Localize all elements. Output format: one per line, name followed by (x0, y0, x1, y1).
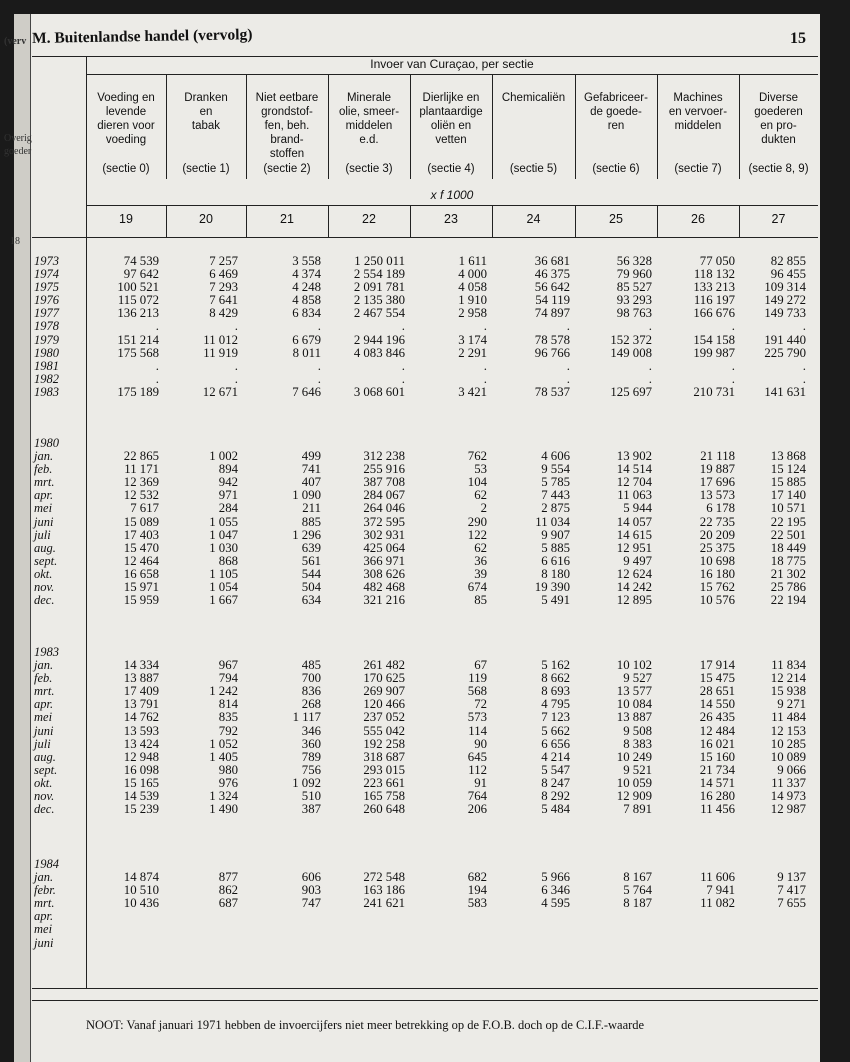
column-divider (328, 205, 329, 237)
column-section: (sectie 2) (263, 163, 311, 175)
column-divider (246, 74, 247, 179)
column-number: 26 (691, 212, 705, 226)
column-header-label: Chemicaliën (501, 92, 566, 104)
column-divider (657, 74, 658, 179)
value-column: 7 257 6 469 7 293 7 641 8 429 . 11 012 11 919 . . 12 671 (202, 254, 238, 399)
column-number: 19 (119, 212, 133, 226)
value-column: 1 611 4 000 4 058 1 910 2 958 . 3 174 2 291 . . 3 421 (458, 254, 487, 399)
super-header: Invoer van Curaçao, per sectie (370, 57, 534, 71)
column-divider (575, 205, 576, 237)
column-divider (410, 205, 411, 237)
column-number: 27 (771, 212, 786, 226)
value-column: 67 119 568 72 573 114 90 645 112 91 764 206 (467, 658, 487, 817)
value-column: 5 966 6 346 4 595 (541, 870, 570, 911)
value-column: 8 167 5 764 8 187 (623, 870, 652, 911)
value-column: 272 548 163 186 241 621 (363, 870, 405, 911)
header-bottom-rule (32, 237, 818, 238)
value-column: 1 002 894 942 971 284 1 055 1 047 1 030 868 1 105 1 054 1 667 (209, 449, 238, 608)
previous-page-gutter (4, 14, 32, 1062)
value-column: 13 902 14 514 12 704 11 063 5 944 14 057 14 615 12 951 9 497 12 624 14 242 12 895 (616, 449, 652, 608)
column-divider (739, 205, 740, 237)
column-header-label: Dranken en tabak (184, 92, 228, 132)
value-column: 967 794 1 242 814 835 792 1 052 1 405 980 976 1 324 1 490 (209, 658, 238, 817)
column-header-label: Dierlijke en plantaardige oliën en vetten (419, 92, 483, 146)
value-column: 877 862 687 (218, 870, 238, 911)
value-column: 3 558 4 374 4 248 4 858 6 834 . 6 679 8 011 . . 7 646 (292, 254, 321, 399)
column-number: 25 (609, 212, 623, 226)
column-divider (166, 74, 167, 179)
column-section: (sectie 1) (182, 163, 230, 175)
column-divider (492, 74, 493, 179)
value-column: 13 868 15 124 15 885 17 140 10 571 22 195 22 501 18 449 18 775 21 302 25 786 22 194 (770, 449, 806, 608)
column-divider (492, 205, 493, 237)
value-column: 56 328 79 960 85 527 93 293 98 763 . 152 372 149 008 . . 125 697 (610, 254, 652, 399)
value-column: 9 137 7 417 7 655 (777, 870, 806, 911)
footnote: NOOT: Vanaf januari 1971 hebben de invoercijfers niet meer betrekking op de F.O.B. doch op de C.I.F.-waarde (86, 1018, 645, 1032)
value-column: 36 681 46 375 56 642 54 119 74 897 . 78 578 96 766 . . 78 537 (534, 254, 570, 399)
column-divider (575, 74, 576, 179)
value-column: 74 539 97 642 100 521 115 072 136 213 . 151 214 175 568 . . 175 189 (117, 254, 159, 399)
column-section: (sectie 8, 9) (748, 163, 809, 175)
column-header-label: Voeding en levende dieren voor voeding (97, 92, 155, 146)
gutter-text-top: (verv (4, 36, 27, 47)
value-column: 1 250 011 2 554 189 2 091 781 2 135 380 2 467 554 . 2 944 196 4 083 846 . . 3 068 601 (353, 254, 405, 399)
column-number: 22 (362, 212, 376, 226)
value-column: 682 194 583 (467, 870, 487, 911)
value-column: 499 741 407 1 090 211 885 1 296 639 561 544 504 634 (292, 449, 321, 608)
value-column: 312 238 255 916 387 708 284 067 264 046 372 595 302 931 425 064 366 971 308 626 482 468 321 216 (363, 449, 405, 608)
column-divider (166, 205, 167, 237)
value-column: 10 102 9 527 13 577 10 084 13 887 9 508 8 383 10 249 9 521 10 059 12 909 7 891 (616, 658, 652, 817)
gutter-number: 18 (10, 236, 20, 247)
value-column: 11 834 12 214 15 938 9 271 11 484 12 153 10 285 10 089 9 066 11 337 14 973 12 987 (770, 658, 806, 817)
column-section: (sectie 4) (427, 163, 475, 175)
column-divider (328, 74, 329, 179)
column-header-label: Niet eetbare grondstof- fen, beh. brand- stoffen (255, 92, 319, 160)
value-column: 14 874 10 510 10 436 (123, 870, 159, 911)
footnote-rule (32, 1000, 818, 1001)
column-header-label: Minerale olie, smeer- middelen e.d. (338, 92, 400, 146)
value-column: 485 700 836 268 1 117 346 360 789 756 1 092 510 387 (292, 658, 321, 817)
row-labels: 1980 jan. feb. mrt. apr. mei juni juli aug. sept. okt. nov. dec. (34, 436, 59, 608)
table-bottom-rule (32, 988, 818, 989)
unit-label: x f 1000 (430, 188, 474, 202)
column-section: (sectie 6) (592, 163, 640, 175)
column-number: 23 (444, 212, 458, 226)
value-column: 606 903 747 (301, 870, 321, 911)
value-column: 77 050 118 132 133 213 116 197 166 676 . 154 158 199 987 . . 210 731 (693, 254, 735, 399)
row-labels: 1983 jan. feb. mrt. apr. mei juni juli aug. sept. okt. nov. dec. (34, 645, 59, 817)
column-number: 21 (280, 212, 294, 226)
gutter-text-mid: Overig goeder (4, 133, 32, 157)
column-header-label: Diverse goederen en pro- dukten (754, 92, 803, 146)
super-header-rule (86, 74, 818, 75)
column-number: 24 (526, 212, 541, 226)
column-number: 20 (199, 212, 213, 226)
value-column: 261 482 170 625 269 907 120 466 237 052 555 042 192 258 318 687 293 015 223 661 165 758 260 648 (363, 658, 405, 817)
column-divider (657, 205, 658, 237)
column-section: (sectie 5) (509, 163, 558, 175)
value-column: 17 914 15 475 28 651 14 550 26 435 12 484 16 021 15 160 21 734 14 571 16 280 11 456 (699, 658, 735, 817)
column-header-label: Machines en vervoer- middelen (668, 92, 728, 132)
row-labels: 1973 1974 1975 1976 1977 1978 1979 1980 1981 1982 1983 (34, 254, 59, 399)
column-section: (sectie 0) (102, 163, 150, 175)
column-section: (sectie 7) (674, 163, 722, 175)
page-title: M. Buitenlandse handel (vervolg) (31, 26, 253, 47)
column-header-label: Gefabriceer- de goede- ren (584, 92, 648, 132)
column-section: (sectie 3) (345, 163, 393, 175)
value-column: 4 606 9 554 5 785 7 443 2 875 11 034 9 907 5 885 6 616 8 180 19 390 5 491 (534, 449, 570, 608)
row-labels: 1984 jan. febr. mrt. apr. mei juni (34, 857, 59, 950)
column-divider (246, 205, 247, 237)
column-divider (410, 74, 411, 179)
value-column: 14 334 13 887 17 409 13 791 14 762 13 593 13 424 12 948 16 098 15 165 14 539 15 239 (123, 658, 159, 817)
value-column: 22 865 11 171 12 369 12 532 7 617 15 089 17 403 15 470 12 464 16 658 15 971 15 959 (123, 449, 159, 608)
value-column: 21 118 19 887 17 696 13 573 6 178 22 735 20 209 25 375 10 698 16 180 15 762 10 576 (699, 449, 735, 608)
page-number: 15 (790, 30, 806, 47)
value-column: 5 162 8 662 8 693 4 795 7 123 5 662 6 656 4 214 5 547 8 247 8 292 5 484 (541, 658, 570, 817)
column-divider (739, 74, 740, 179)
unit-rule (86, 205, 818, 206)
value-column: 762 53 104 62 2 290 122 62 36 39 674 85 (467, 449, 487, 608)
value-column: 11 606 7 941 11 082 (700, 870, 735, 911)
value-column: 82 855 96 455 109 314 149 272 149 733 . 191 440 225 790 . . 141 631 (764, 254, 806, 399)
